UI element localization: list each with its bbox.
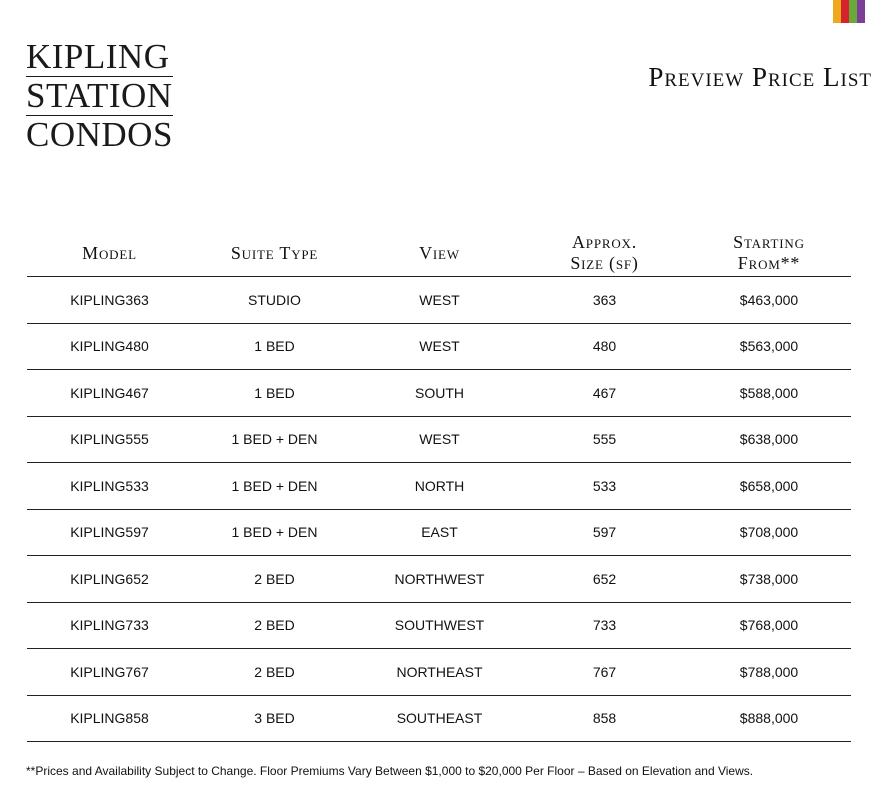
page-title: Preview Price List <box>648 62 872 92</box>
header-suite-type: Suite Type <box>192 230 357 277</box>
footnote: **Prices and Availability Subject to Change. Floor Premiums Vary Between $1,000 to $20,000 Per Floor – Based on Elevation and Views. <box>26 764 754 778</box>
cell-price: $588,000 <box>687 370 851 417</box>
header-model: Model <box>27 230 192 277</box>
cell-view: SOUTHWEST <box>357 602 522 649</box>
header-size-line-2: Size (sf) <box>570 253 639 273</box>
logo <box>26 38 173 154</box>
table-row <box>27 370 851 417</box>
cell-model: KIPLING767 <box>27 649 192 696</box>
cell-suite-type: 2 BED <box>192 556 357 603</box>
cell-view: WEST <box>357 277 522 324</box>
cell-price: $768,000 <box>687 602 851 649</box>
cell-model: KIPLING733 <box>27 602 192 649</box>
cell-size: 555 <box>522 416 687 463</box>
cell-view: SOUTH <box>357 370 522 417</box>
brand-color-strip <box>833 0 865 23</box>
cell-price: $638,000 <box>687 416 851 463</box>
table-row <box>27 277 851 324</box>
cell-suite-type: 3 BED <box>192 695 357 742</box>
header-size <box>522 230 687 277</box>
cell-size: 363 <box>522 277 687 324</box>
table-row <box>27 602 851 649</box>
table-row <box>27 695 851 742</box>
cell-price: $563,000 <box>687 323 851 370</box>
cell-view: NORTHWEST <box>357 556 522 603</box>
cell-suite-type: 1 BED + DEN <box>192 463 357 510</box>
cell-size: 767 <box>522 649 687 696</box>
cell-view: NORTH <box>357 463 522 510</box>
cell-price: $788,000 <box>687 649 851 696</box>
cell-suite-type: 1 BED <box>192 370 357 417</box>
cell-model: KIPLING480 <box>27 323 192 370</box>
cell-size: 533 <box>522 463 687 510</box>
cell-model: KIPLING597 <box>27 509 192 556</box>
cell-view: WEST <box>357 323 522 370</box>
cell-suite-type: 2 BED <box>192 602 357 649</box>
table-row <box>27 463 851 510</box>
cell-suite-type: 1 BED + DEN <box>192 416 357 463</box>
cell-model: KIPLING363 <box>27 277 192 324</box>
cell-view: SOUTHEAST <box>357 695 522 742</box>
table-header-row <box>27 230 851 277</box>
cell-model: KIPLING652 <box>27 556 192 603</box>
color-swatch <box>833 0 841 23</box>
header-size-line-1: Approx. <box>571 232 637 252</box>
cell-size: 467 <box>522 370 687 417</box>
cell-size: 858 <box>522 695 687 742</box>
cell-size: 597 <box>522 509 687 556</box>
cell-suite-type: 2 BED <box>192 649 357 696</box>
table-row <box>27 556 851 603</box>
cell-view: NORTHEAST <box>357 649 522 696</box>
cell-price: $738,000 <box>687 556 851 603</box>
table-row <box>27 323 851 370</box>
header-view: View <box>357 230 522 277</box>
cell-size: 480 <box>522 323 687 370</box>
cell-view: WEST <box>357 416 522 463</box>
color-swatch <box>841 0 849 23</box>
cell-model: KIPLING555 <box>27 416 192 463</box>
header-price-line-2: From** <box>737 253 801 273</box>
header-price-line-1: Starting <box>733 232 805 252</box>
cell-suite-type: 1 BED <box>192 323 357 370</box>
cell-price: $888,000 <box>687 695 851 742</box>
cell-price: $658,000 <box>687 463 851 510</box>
header-price <box>687 230 851 277</box>
cell-size: 652 <box>522 556 687 603</box>
cell-model: KIPLING467 <box>27 370 192 417</box>
color-swatch <box>849 0 857 23</box>
cell-suite-type: STUDIO <box>192 277 357 324</box>
table-row <box>27 649 851 696</box>
cell-model: KIPLING858 <box>27 695 192 742</box>
cell-model: KIPLING533 <box>27 463 192 510</box>
cell-price: $463,000 <box>687 277 851 324</box>
table-body <box>27 277 851 742</box>
price-table <box>27 230 851 742</box>
logo-line-1: KIPLING <box>26 38 173 77</box>
table-row <box>27 509 851 556</box>
logo-line-2: STATION <box>26 76 173 115</box>
table-row <box>27 416 851 463</box>
cell-view: EAST <box>357 509 522 556</box>
cell-price: $708,000 <box>687 509 851 556</box>
cell-suite-type: 1 BED + DEN <box>192 509 357 556</box>
logo-line-3: CONDOS <box>26 115 173 154</box>
color-swatch <box>857 0 865 23</box>
cell-size: 733 <box>522 602 687 649</box>
